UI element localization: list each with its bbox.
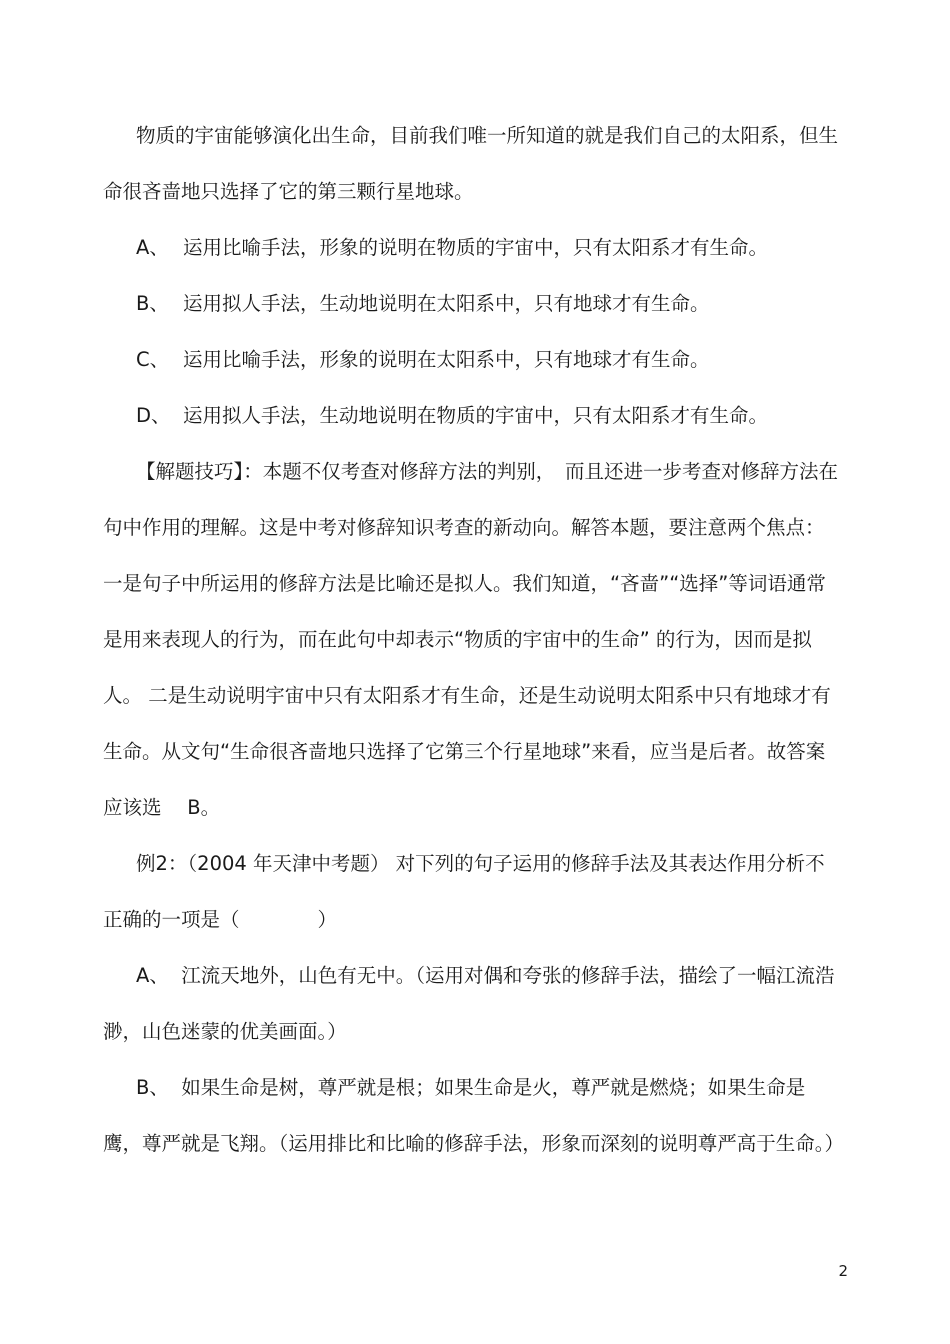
option-d — [103, 388, 843, 444]
example-2-option-a-label: A、 — [136, 964, 169, 987]
document-body — [103, 108, 843, 1172]
option-b — [103, 276, 843, 332]
example-2-option-a-text: 江流天地外，山色有无中。（运用对偶和夸张的修辞手法，描绘了一幅江流浩渺，山色迷蒙的优美画面。） — [103, 964, 835, 1043]
page-number: 2 — [838, 1262, 848, 1280]
example-2-option-b-label: B、 — [136, 1076, 169, 1099]
option-c — [103, 332, 843, 388]
option-b-text: 运用拟人手法，生动地说明在太阳系中，只有地球才有生命。 — [183, 292, 710, 315]
solution-tip-paragraph: 【解题技巧】：本题不仅考查对修辞方法的判别， 而且还进一步考查对修辞方法在句中作用的理解。这是中考对修辞知识考查的新动向。解答本题，要注意两个焦点：一是句子中所运用的修辞方法是比喻还是拟人。我们知道，“吝啬”“选择”等词语通常是用来表现人的行为，而在此句中却表示“物质的宇宙中的生命” 的行为，因而是拟人。 二是生动说明宇宙中只有太阳系才有生命，还是生动说明太阳系中只有地球才有生命。从文句“生命很吝啬地只选择了它第三个行星地球”来看，应当是后者。故答案应该选 B。 — [103, 460, 839, 819]
example-2-option-a — [103, 948, 843, 1060]
option-a-text: 运用比喻手法，形象的说明在物质的宇宙中，只有太阳系才有生命。 — [183, 236, 769, 259]
example-2-question: 例2：（2004 年天津中考题） 对下列的句子运用的修辞手法及其表达作用分析不正确的一项是（ ） — [103, 852, 825, 931]
option-c-label: C、 — [136, 348, 170, 371]
option-a-label: A、 — [136, 236, 169, 259]
intro-paragraph: 物质的宇宙能够演化出生命，目前我们唯一所知道的就是我们自己的太阳系，但生命很吝啬地只选择了它的第三颗行星地球。 — [103, 124, 839, 203]
option-c-text: 运用比喻手法，形象的说明在太阳系中，只有地球才有生命。 — [183, 348, 710, 371]
option-d-text: 运用拟人手法，生动地说明在物质的宇宙中，只有太阳系才有生命。 — [183, 404, 769, 427]
example-2-option-b — [103, 1060, 843, 1172]
option-a — [103, 220, 843, 276]
option-d-label: D、 — [136, 404, 171, 427]
example-2-option-b-text: 如果生命是树，尊严就是根；如果生命是火，尊严就是燃烧；如果生命是鹰，尊严就是飞翔。（运用排比和比喻的修辞手法，形象而深刻的说明尊严高于生命。） — [103, 1076, 845, 1155]
option-b-label: B、 — [136, 292, 169, 315]
